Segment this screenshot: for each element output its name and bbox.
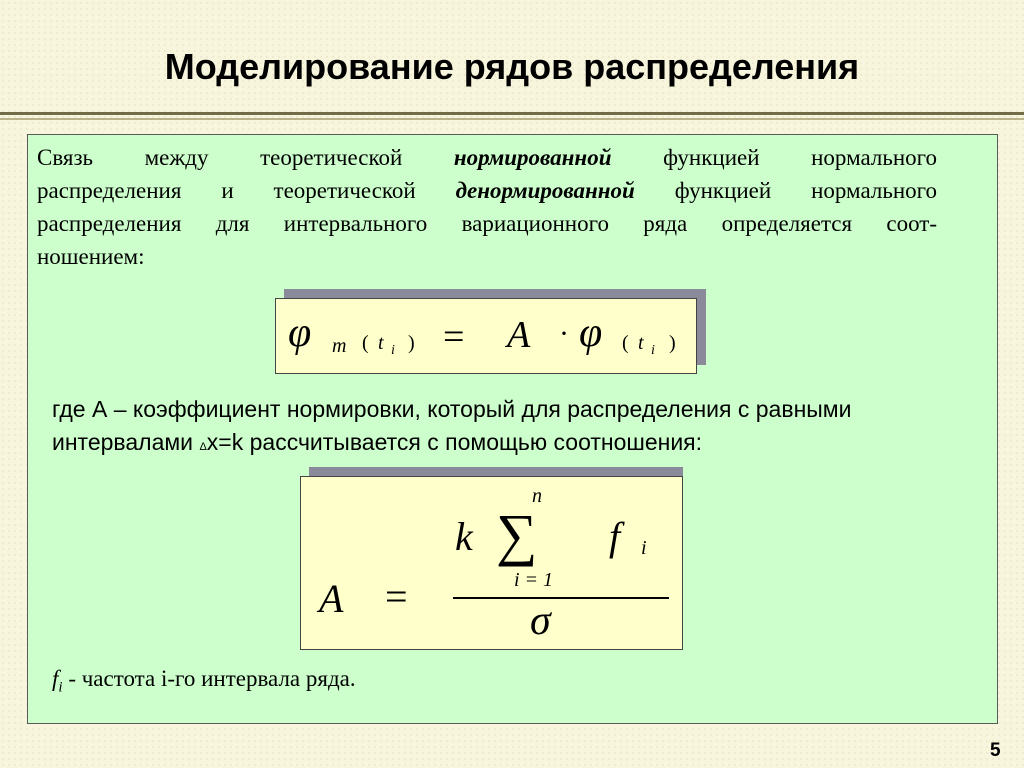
fraction-bar — [453, 597, 669, 599]
footnote-dash: - — [62, 666, 82, 691]
subscript-i-right: i — [651, 343, 655, 358]
intro-line-4: ношением: — [37, 244, 145, 269]
para2-line-2: интервалами Δx=k рассчитывается с помощью соотношения: — [52, 429, 703, 455]
summation-symbol: ∑ — [496, 502, 538, 567]
intro-line-2: распределения и теоретической денормированной функцией нормального — [37, 178, 937, 203]
title-divider — [0, 112, 1024, 115]
var-A: A — [507, 314, 531, 356]
emphasis-normalized: нормированной — [453, 145, 612, 170]
subscript-i: i — [391, 343, 395, 358]
title-divider-light — [0, 118, 1024, 120]
phi-symbol-right: φ — [579, 310, 603, 356]
var-A: A — [319, 576, 344, 621]
sigma-symbol: σ — [530, 598, 551, 644]
subscript-m: m — [332, 335, 347, 357]
intro-line-1: Связь между теоретической нормированной функцией нормального — [37, 145, 938, 170]
intro-paragraph — [37, 141, 937, 273]
intro-line-3: распределения для интервального вариационного ряда определяется соот- — [37, 211, 937, 236]
sum-upper-limit: n — [532, 485, 542, 507]
emphasis-denormalized: денормированной — [455, 178, 635, 203]
frequency-footnote — [52, 666, 356, 697]
formula-1-box — [275, 298, 697, 374]
var-t-right: t — [638, 332, 644, 354]
slide-title: Моделирование рядов распределения — [164, 46, 860, 87]
footnote-text: частота i-го интервала ряда. — [81, 666, 356, 691]
paren-open-right: ( — [622, 332, 629, 354]
var-f: f — [609, 514, 621, 559]
paren-close: ) — [408, 332, 415, 354]
var-f: f — [52, 666, 59, 691]
coefficient-paragraph — [52, 393, 952, 464]
subscript-i: i — [58, 679, 63, 696]
formula-2-box — [300, 476, 683, 650]
equals-sign: = — [443, 316, 465, 358]
multiply-dot: · — [559, 317, 569, 350]
equals-sign: = — [385, 574, 408, 619]
sum-lower-limit: i = 1 — [514, 569, 554, 591]
paren-close-right: ) — [669, 332, 676, 354]
var-k: k — [455, 514, 473, 559]
page-number: 5 — [990, 740, 1001, 761]
delta-symbol: Δ — [199, 441, 207, 453]
paren-open: ( — [362, 332, 369, 354]
var-t: t — [378, 332, 384, 354]
phi-symbol: φ — [288, 310, 312, 356]
subscript-i: i — [641, 537, 647, 559]
para2-line-1: где А – коэффициент нормировки, который для распределения с равными — [52, 396, 852, 422]
